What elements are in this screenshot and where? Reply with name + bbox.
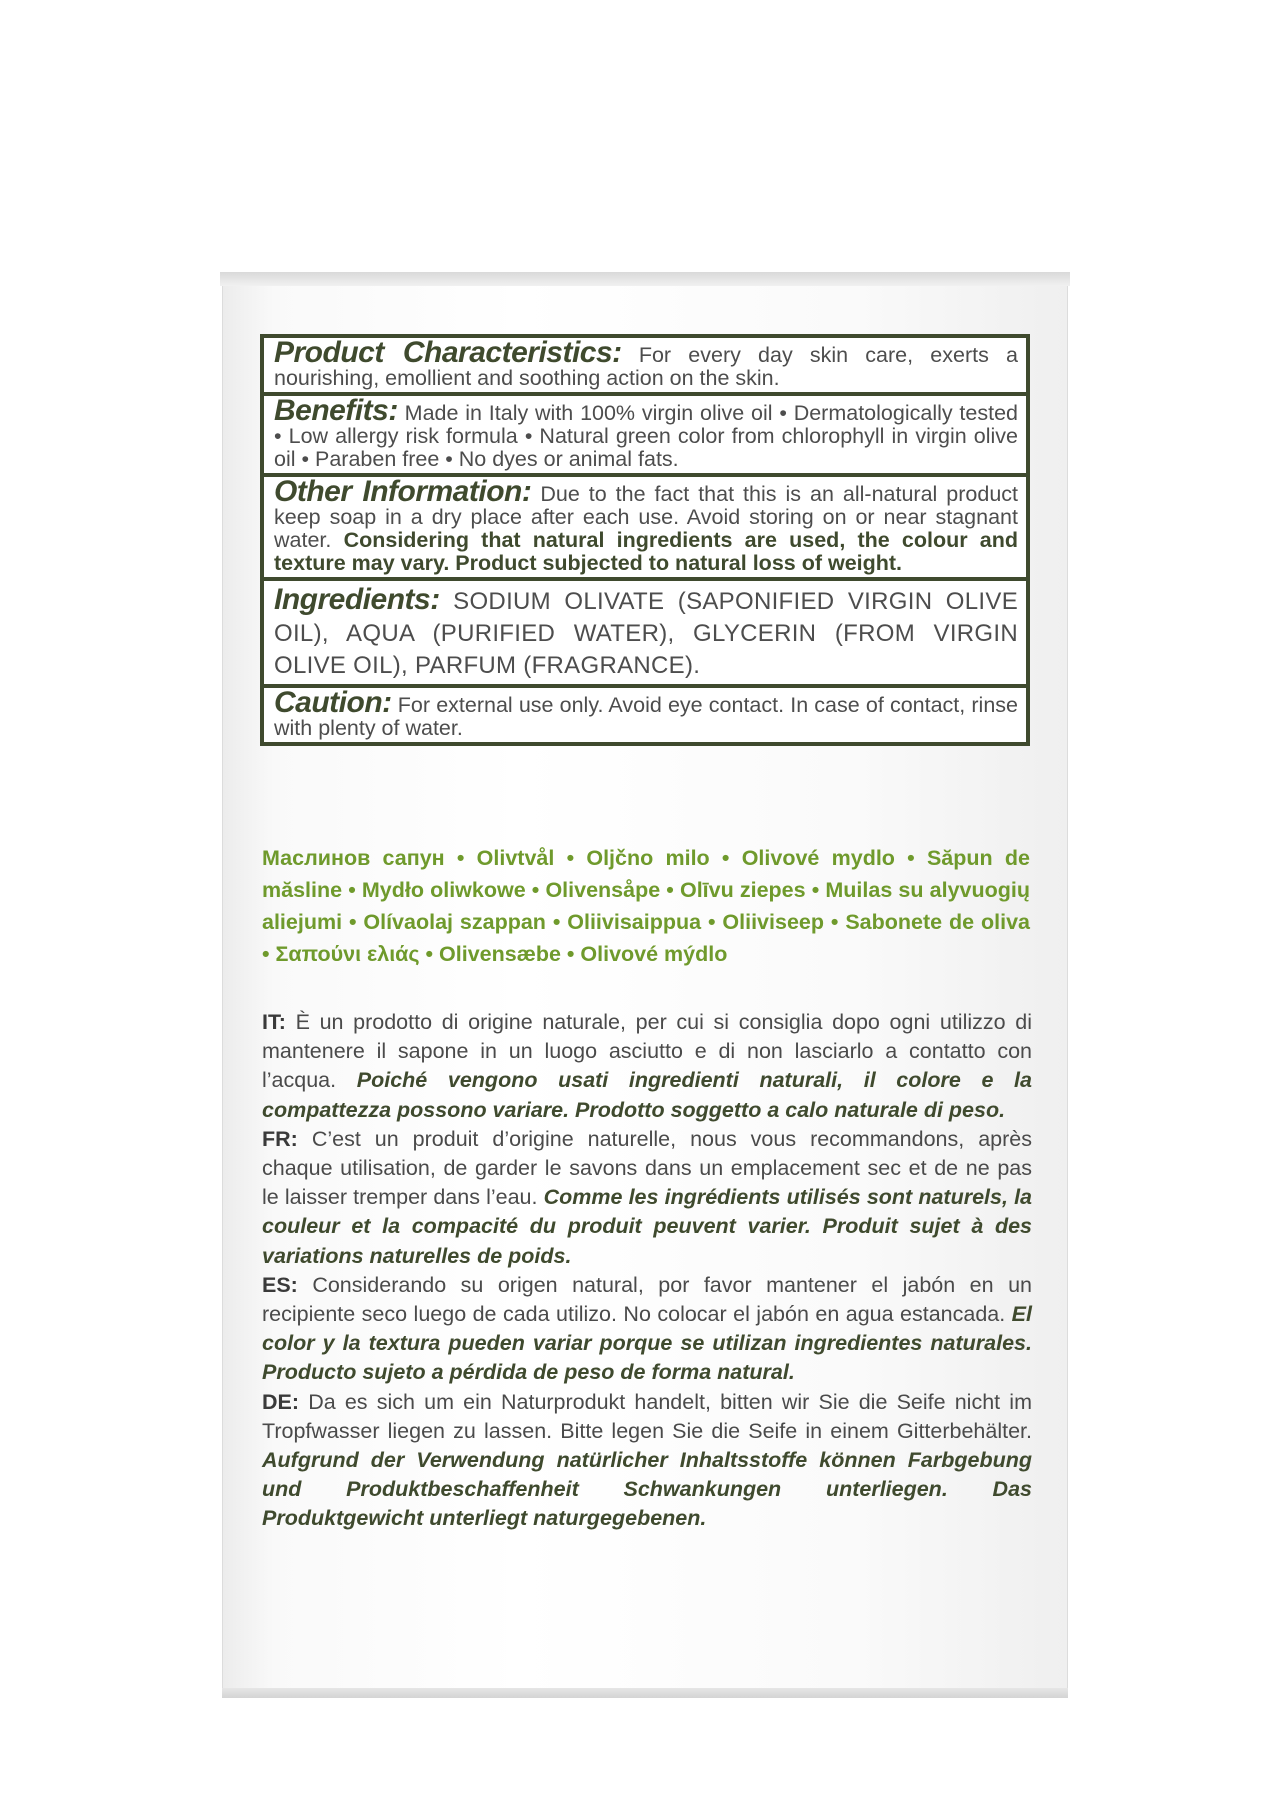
characteristics-section [264,338,1026,396]
ingredients-text: SODIUM OLIVATE (SAPONIFIED VIRGIN OLIVE OIL), AQUA (PURIFIED WATER), GLYCERIN (FROM VIRGIN OLIVE OIL), PARFUM (FRAGRANCE). [274,588,1019,679]
ingredients-heading: Ingredients: [274,583,440,616]
lang-code: IT: [262,1010,286,1034]
lang-emphasis: Poiché vengono usati ingredienti naturali, il colore e la compattezza possono variare. Prodotto soggetto a calo naturale di peso. [262,1068,1032,1122]
lang-text: C’est un produit d’origine naturelle, nous vous recommandons, après chaque utilisation, de garder le savons dans un emplacement sec et de ne pas le laisser tremper dans l’eau. [262,1126,1032,1210]
lang-block-it [262,1008,1032,1125]
package-bottom-edge [222,1688,1068,1698]
caution-text: For external use only. Avoid eye contact. In case of contact, rinse with plenty of water. [274,693,1018,740]
benefits-heading: Benefits: [274,394,398,427]
benefits-text: Made in Italy with 100% virgin olive oil • Dermatologically tested • Low allergy risk formula • Natural green color from chlorophyll in virgin olive oil • Paraben free • No dyes or animal fats. [274,401,1018,471]
lang-code: DE: [262,1389,300,1414]
characteristics-heading: Product Characteristics: [274,336,622,369]
lang-code: ES: [262,1272,298,1297]
lang-code: FR: [262,1126,298,1151]
lang-emphasis: Comme les ingrédients utilisés sont naturels, la couleur et la compacité du produit peuvent varier. Produit sujet à des variations naturelles de poids. [262,1185,1032,1268]
characteristics-text: For every day skin care, exerts a nourishing, emollient and soothing action on the skin. [274,343,1018,390]
other-information-heading: Other Information: [274,475,532,508]
other-information-warning: Considering that natural ingredients are used, the colour and texture may vary. Product subjected to natural loss of weight. [274,528,1018,575]
caution-heading: Caution: [274,686,392,719]
ingredients-section [264,581,1026,688]
lang-block-de [262,1388,1032,1534]
product-info-table [260,334,1030,746]
language-instructions [262,1008,1032,1534]
lang-text: Da es sich um ein Naturprodukt handelt, bitten wir Sie die Seife nicht im Tropfwasser liegen zu lassen. Bitte legen Sie die Seife in einem Gitterbehälter. [262,1389,1032,1443]
multilingual-product-names: Маслинов сапун • Olivtvål • Oljčno milo • Olivové mydlo • Săpun de măsline • Mydło oliwkowe • Olivensåpe • Olīvu ziepes • Muilas su alyvuogių aliejumi • Olívaolaj szappan • Oliivisaippua • Oliiviseep • Sabonete de oliva • Σαπούνι ελιάς • Olivensæbe • Olivové mýdlo [262,846,1030,966]
other-information-text: Due to the fact that this is an all-natural product keep soap in a dry place after each use. Avoid storing on or near stagnant water. [274,482,1019,552]
lang-block-fr [262,1125,1032,1271]
caution-section [264,688,1026,742]
package-top-flap [220,272,1070,286]
lang-text: Considerando su origen natural, por favor mantener el jabón en un recipiente seco luego de cada utilizo. No colocar el jabón en agua estancada. [262,1272,1032,1327]
benefits-section [264,396,1026,477]
lang-emphasis: El color y la textura pueden variar porque se utilizan ingredientes naturales. Producto sujeto a pérdida de peso de forma natural. [262,1302,1032,1385]
other-information-section [264,477,1026,581]
lang-emphasis: Aufgrund der Verwendung natürlicher Inhaltsstoffe können Farbgebung und Produktbeschaffenheit Schwankungen unterliegen. Das Produktgewicht unterliegt naturgegebenen. [262,1448,1032,1531]
lang-block-es [262,1271,1032,1388]
lang-text: È un prodotto di origine naturale, per cui si consiglia dopo ogni utilizzo di mantenere il sapone in un luogo asciutto e di non lasciarlo a contatto con l’acqua. [262,1010,1032,1093]
